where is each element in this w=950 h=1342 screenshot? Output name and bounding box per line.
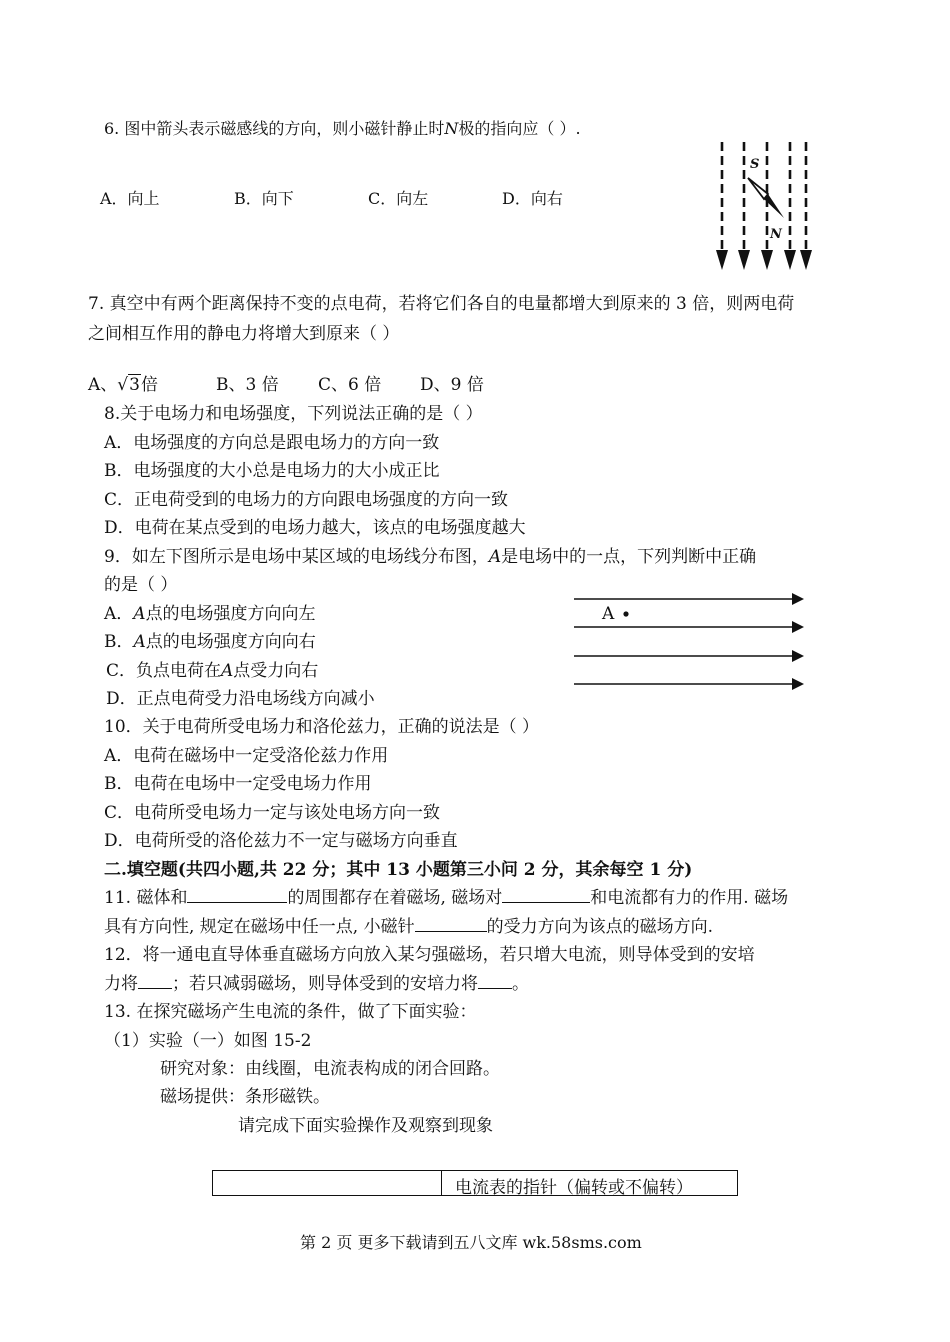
q11-part1: 11. 磁体和 (104, 888, 188, 908)
q11-blank-3[interactable] (415, 916, 487, 932)
page-footer: 第 2 页 更多下载请到五八文库 wk.58sms.com (300, 1233, 642, 1252)
q6-stem-text: 6. 图中箭头表示磁感线的方向，则小磁针静止时 (104, 119, 445, 138)
q6-stem (104, 118, 581, 140)
field-arrow-3 (761, 250, 773, 270)
q13-field: 磁场提供：条形磁铁。 (160, 1087, 330, 1107)
q13-instruction: 请完成下面实验操作及观察到现象 (238, 1116, 493, 1136)
q10-option-b: B．电荷在电场中一定受电场力作用 (104, 774, 372, 794)
q9-option-d: D．正点电荷受力沿电场线方向减小 (106, 689, 375, 709)
q13-research: 研究对象：由线圈，电流表构成的闭合回路。 (160, 1059, 500, 1079)
q12-line2-part2: ；若只减弱磁场，则导体受到的安培力将 (172, 974, 478, 994)
magnetic-field-figure (712, 138, 812, 274)
q10-stem: 10．关于电荷所受电场力和洛伦兹力，正确的说法是（ ） (104, 717, 540, 737)
q6-stem-tail: 极的指向应（ ）. (458, 119, 581, 138)
q11-line1 (104, 887, 788, 909)
q6-option-d: D．向右 (502, 189, 563, 208)
q12-blank-1[interactable] (138, 973, 172, 989)
q9-option-b-post: 点的电场强度方向向右 (145, 632, 316, 652)
q12-line1: 12．将一通电直导体垂直磁场方向放入某匀强磁场，若只增大电流，则导体受到的安培 (104, 945, 755, 965)
q9-option-a-pre: A． (104, 604, 134, 624)
q11-line2-part2: 的受力方向为该点的磁场方向. (486, 917, 714, 937)
section2-heading: 二.填空题(共四小题,共 22 分；其中 13 小题第三小问 2 分，其余每空 1 分) (104, 860, 693, 880)
q13-stem: 13. 在探究磁场产生电流的条件，做了下面实验： (104, 1002, 477, 1022)
field-arrow-1 (716, 250, 728, 270)
q7-option-a-radicand: 3 (129, 375, 140, 395)
q9-option-a (104, 603, 316, 625)
q8-option-a: A．电场强度的方向总是跟电场力的方向一致 (104, 433, 440, 453)
field-arrow-2 (738, 250, 750, 270)
q7-option-b: B、3 倍 (216, 375, 279, 395)
q8-option-c: C．正电荷受到的电场力的方向跟电场强度的方向一致 (104, 490, 509, 510)
table-operation-cell[interactable] (213, 1171, 442, 1195)
q7-options (88, 374, 158, 396)
q7-option-c: C、6 倍 (318, 375, 382, 395)
q9-option-b (104, 631, 316, 653)
table-header-needle: 电流表的指针（偏转或不偏转） (455, 1178, 693, 1198)
q9-option-b-pre: B． (104, 632, 134, 652)
field-arrow-4 (792, 678, 804, 690)
point-a-label: A (602, 604, 615, 624)
q9-line1-post: 是电场中的一点，下列判断中正确 (501, 547, 757, 567)
q7-option-d: D、9 倍 (420, 375, 484, 395)
field-arrow-5 (800, 250, 812, 270)
field-arrow-4 (784, 250, 796, 270)
q7-option-a-prefix: A、 (88, 375, 118, 395)
q6-n-letter: N (444, 119, 459, 138)
q7-line1: 7. 真空中有两个距离保持不变的点电荷，若将它们各自的电量都增大到原来的 3 倍，则两电荷 (88, 294, 795, 314)
s-pole-label: S (750, 157, 760, 172)
q10-option-a: A．电荷在磁场中一定受洛伦兹力作用 (104, 746, 389, 766)
q7-option-a-suffix: 倍 (140, 375, 158, 395)
q9-line1 (104, 546, 756, 568)
q8-option-d: D．电荷在某点受到的电场力越大，该点的电场强度越大 (104, 518, 526, 538)
q12-line2 (104, 973, 529, 995)
q11-blank-2[interactable] (502, 887, 590, 903)
field-arrow-2 (792, 621, 804, 633)
q9-option-c-post: 点受力向右 (233, 661, 319, 681)
q6-option-a: A．向上 (100, 189, 160, 208)
n-pole-label: N (770, 227, 782, 242)
q6-option-c: C．向左 (368, 189, 429, 208)
field-arrow-1 (792, 593, 804, 605)
sqrt-symbol: √3 (117, 375, 140, 395)
q11-part3: 和电流都有力的作用. 磁场 (590, 888, 789, 908)
electric-field-figure (572, 588, 808, 692)
experiment-table (212, 1170, 738, 1196)
q11-blank-1[interactable] (187, 887, 287, 903)
q10-option-d: D．电荷所受的洛伦兹力不一定与磁场方向垂直 (104, 831, 458, 851)
q9-option-c-pre: C．负点电荷在 (106, 661, 222, 681)
q13-sub1: （1）实验（一）如图 15-2 (104, 1031, 312, 1051)
q9-option-a-letter: A (133, 604, 146, 624)
q9-point-letter: A (488, 547, 502, 567)
q8-option-b: B．电场强度的大小总是电场力的大小成正比 (104, 461, 440, 481)
q12-line2-part1: 力将 (104, 974, 138, 994)
q11-part2: 的周围都存在着磁场, 磁场对 (287, 888, 503, 908)
q9-option-a-post: 点的电场强度方向向左 (145, 604, 316, 624)
q10-option-c: C．电荷所受电场力一定与该处电场方向一致 (104, 803, 441, 823)
q6-option-b: B．向下 (234, 189, 294, 208)
q12-line2-part3: 。 (512, 974, 529, 994)
q9-line2: 的是（ ） (104, 575, 178, 595)
q12-blank-2[interactable] (478, 973, 512, 989)
q11-line2-part1: 具有方向性, 规定在磁场中任一点, 小磁针 (104, 917, 415, 937)
point-a-dot (623, 611, 628, 616)
q9-option-b-letter: A (133, 632, 146, 652)
q11-line2 (104, 916, 713, 938)
field-arrow-3 (792, 650, 804, 662)
q7-line2: 之间相互作用的静电力将增大到原来（ ） (88, 324, 400, 344)
q9-option-c-letter: A (221, 661, 234, 681)
q8-stem: 8.关于电场力和电场强度，下列说法正确的是（ ） (104, 404, 483, 424)
q9-line1-pre: 9．如左下图所示是电场中某区域的电场线分布图， (104, 547, 489, 567)
q9-option-c (106, 660, 318, 682)
